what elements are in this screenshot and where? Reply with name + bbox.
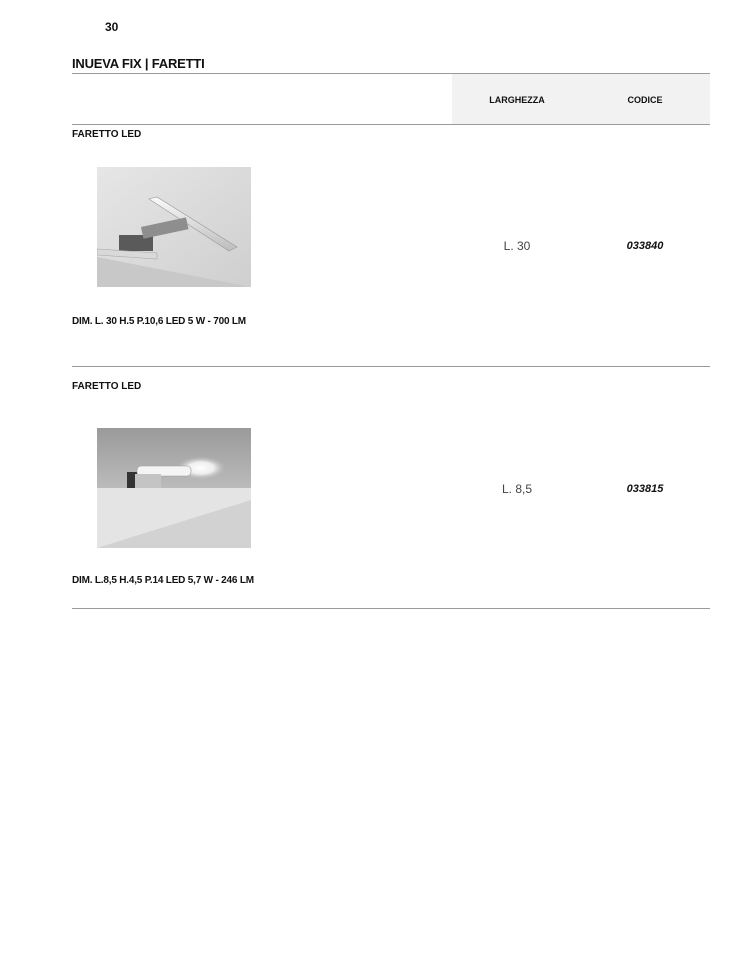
- product-width: L. 30: [503, 239, 531, 253]
- column-header-code: CODICE: [627, 95, 663, 105]
- column-header-width: LARGHEZZA: [489, 95, 545, 105]
- row-divider: [72, 608, 710, 609]
- product-dimensions: DIM. L. 30 H.5 P.10,6 LED 5 W - 700 LM: [72, 316, 246, 327]
- product-code: 033840: [626, 240, 664, 252]
- product-width: L. 8,5: [501, 482, 533, 496]
- product-photo-faretto-30: [97, 167, 251, 287]
- product-code: 033815: [626, 483, 664, 495]
- header-bottom-rule: [72, 124, 710, 125]
- product-dimensions: DIM. L.8,5 H.4,5 P.14 LED 5,7 W - 246 LM: [72, 575, 254, 586]
- section-title: INUEVA FIX | FARETTI: [72, 56, 205, 71]
- product-name: FARETTO LED: [72, 381, 142, 392]
- product-name: FARETTO LED: [72, 129, 142, 140]
- row-divider: [72, 366, 710, 367]
- page-number: 30: [105, 20, 119, 34]
- product-photo-faretto-8-5: [97, 428, 251, 548]
